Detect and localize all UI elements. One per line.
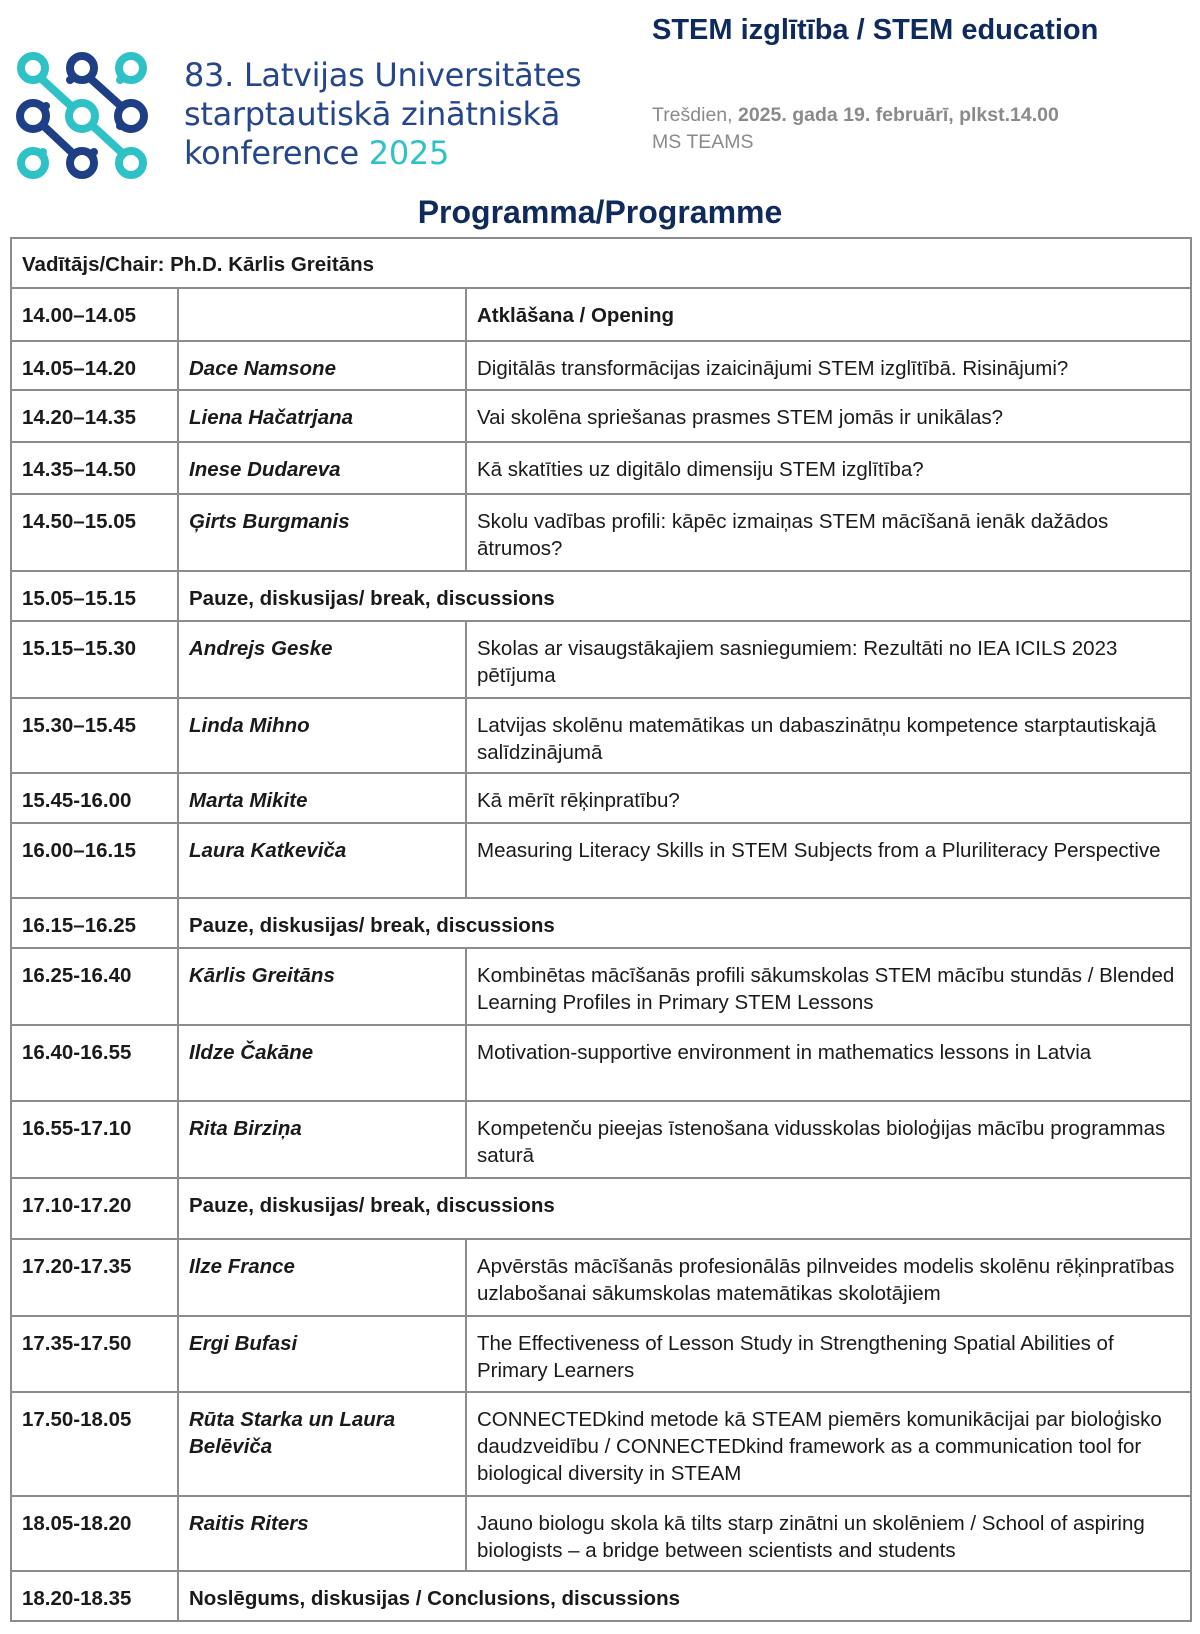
event-platform: MS TEAMS — [652, 131, 754, 153]
session-row — [11, 1392, 1191, 1496]
speaker-cell: Dace Namsone — [178, 341, 466, 390]
time-cell: 17.50-18.05 — [11, 1392, 178, 1496]
time-cell: 17.20-17.35 — [11, 1239, 178, 1316]
session-row — [11, 823, 1191, 898]
break-row — [11, 1178, 1191, 1239]
time-cell: 16.40-16.55 — [11, 1025, 178, 1101]
logo-line-3 — [184, 134, 581, 173]
session-row — [11, 390, 1191, 442]
time-cell: 16.00–16.15 — [11, 823, 178, 898]
speaker-cell: Kārlis Greitāns — [178, 948, 466, 1025]
session-row — [11, 1496, 1191, 1571]
time-cell: 14.20–14.35 — [11, 390, 178, 442]
time-cell: 16.15–16.25 — [11, 898, 178, 948]
speaker-cell: Rūta Starka un Laura Belēviča — [178, 1392, 466, 1496]
speaker-cell: Marta Mikite — [178, 773, 466, 823]
break-row — [11, 1571, 1191, 1621]
time-cell: 18.20-18.35 — [11, 1571, 178, 1621]
programme-title: Programma/Programme — [417, 194, 783, 230]
logo-year: 2025 — [368, 134, 450, 172]
talk-title-cell: Measuring Literacy Skills in STEM Subjects from a Pluriliteracy Perspective — [466, 823, 1191, 898]
speaker-cell: Laura Katkeviča — [178, 823, 466, 898]
break-cell: Pauze, diskusijas/ break, discussions — [178, 898, 1191, 948]
programme-table — [10, 237, 1192, 1622]
time-cell: 15.05–15.15 — [11, 571, 178, 621]
event-date-value: 2025. gada 19. februārī, plkst.14.00 — [737, 104, 1059, 126]
talk-title-cell: Kompetenču pieejas īstenošana vidusskolas bioloģijas mācību programmas saturā — [466, 1101, 1191, 1178]
break-cell: Noslēgums, diskusijas / Conclusions, discussions — [178, 1571, 1191, 1621]
speaker-cell: Linda Mihno — [178, 698, 466, 773]
speaker-cell: Ilze France — [178, 1239, 466, 1316]
talk-title-cell: Skolu vadības profili: kāpēc izmaiņas STEM mācīšanā ienāk dažādos ātrumos? — [466, 494, 1191, 571]
time-cell: 14.50–15.05 — [11, 494, 178, 571]
talk-title-cell: Atklāšana / Opening — [466, 288, 1191, 341]
session-row — [11, 341, 1191, 390]
session-row — [11, 1239, 1191, 1316]
talk-title-cell: Jauno biologu skola kā tilts starp zinātni un skolēniem / School of aspiring biologists – a bridge between scientists and students — [466, 1496, 1191, 1571]
session-row — [11, 1025, 1191, 1101]
time-cell: 14.05–14.20 — [11, 341, 178, 390]
speaker-cell: Liena Hačatrjana — [178, 390, 466, 442]
talk-title-cell: Kā skatīties uz digitālo dimensiju STEM izglītība? — [466, 442, 1191, 494]
chair-cell: Vadītājs/Chair: Ph.D. Kārlis Greitāns — [11, 238, 1191, 288]
session-row — [11, 1101, 1191, 1178]
session-row — [11, 288, 1191, 341]
time-cell: 15.15–15.30 — [11, 621, 178, 698]
conference-logo-text — [184, 56, 581, 173]
break-row — [11, 571, 1191, 621]
speaker-cell — [178, 288, 466, 341]
time-cell: 15.30–15.45 — [11, 698, 178, 773]
session-row — [11, 948, 1191, 1025]
logo-line-1: 83. Latvijas Universitātes — [184, 56, 582, 94]
talk-title-cell: Kā mērīt rēķinpratību? — [466, 773, 1191, 823]
session-row — [11, 442, 1191, 494]
event-date — [652, 102, 1059, 129]
speaker-cell: Ergi Bufasi — [178, 1316, 466, 1392]
talk-title-cell: Skolas ar visaugstākajiem sasniegumiem: Rezultāti no IEA ICILS 2023 pētījuma — [466, 621, 1191, 698]
logo-line-2: starptautiskā zinātniskā — [184, 95, 561, 133]
talk-title-cell: Latvijas skolēnu matemātikas un dabaszinātņu kompetence starptautiskajā salīdzinājumā — [466, 698, 1191, 773]
session-row — [11, 773, 1191, 823]
speaker-cell: Inese Dudareva — [178, 442, 466, 494]
session-row — [11, 698, 1191, 773]
session-row — [11, 494, 1191, 571]
speaker-cell: Ildze Čakāne — [178, 1025, 466, 1101]
conference-logo-icon — [10, 44, 155, 184]
time-cell: 14.00–14.05 — [11, 288, 178, 341]
speaker-cell: Raitis Riters — [178, 1496, 466, 1571]
event-info — [652, 102, 1059, 156]
time-cell: 16.25-16.40 — [11, 948, 178, 1025]
talk-title-cell: Kombinētas mācīšanās profili sākumskolas STEM mācību stundās / Blended Learning Profiles in Primary STEM Lessons — [466, 948, 1191, 1025]
talk-title-cell: Motivation-supportive environment in mathematics lessons in Latvia — [466, 1025, 1191, 1101]
speaker-cell: Rita Birziņa — [178, 1101, 466, 1178]
break-cell: Pauze, diskusijas/ break, discussions — [178, 1178, 1191, 1239]
talk-title-cell: The Effectiveness of Lesson Study in Strengthening Spatial Abilities of Primary Learners — [466, 1316, 1191, 1392]
time-cell: 15.45-16.00 — [11, 773, 178, 823]
session-row — [11, 1316, 1191, 1392]
break-row — [11, 898, 1191, 948]
time-cell: 16.55-17.10 — [11, 1101, 178, 1178]
time-cell: 18.05-18.20 — [11, 1496, 178, 1571]
talk-title-cell: Digitālās transformācijas izaicinājumi STEM izglītībā. Risinājumi? — [466, 341, 1191, 390]
time-cell: 14.35–14.50 — [11, 442, 178, 494]
time-cell: 17.10-17.20 — [11, 1178, 178, 1239]
logo-line-3-prefix: konference — [184, 134, 369, 172]
event-title: STEM izglītība / STEM education — [652, 14, 1099, 46]
break-cell: Pauze, diskusijas/ break, discussions — [178, 571, 1191, 621]
talk-title-cell: Apvērstās mācīšanās profesionālās pilnveides modelis skolēnu rēķinpratības uzlabošanai sākumskolas matemātikas skolotājiem — [466, 1239, 1191, 1316]
speaker-cell: Andrejs Geske — [178, 621, 466, 698]
time-cell: 17.35-17.50 — [11, 1316, 178, 1392]
chair-row — [11, 238, 1191, 288]
event-date-prefix: Trešdien, — [652, 104, 738, 126]
session-row — [11, 621, 1191, 698]
talk-title-cell: Vai skolēna spriešanas prasmes STEM jomās ir unikālas? — [466, 390, 1191, 442]
talk-title-cell: CONNECTEDkind metode kā STEAM piemērs komunikācijai par bioloģisko daudzveidību / CONNECTEDkind framework as a communication tool for biological diversity in STEAM — [466, 1392, 1191, 1496]
speaker-cell: Ģirts Burgmanis — [178, 494, 466, 571]
